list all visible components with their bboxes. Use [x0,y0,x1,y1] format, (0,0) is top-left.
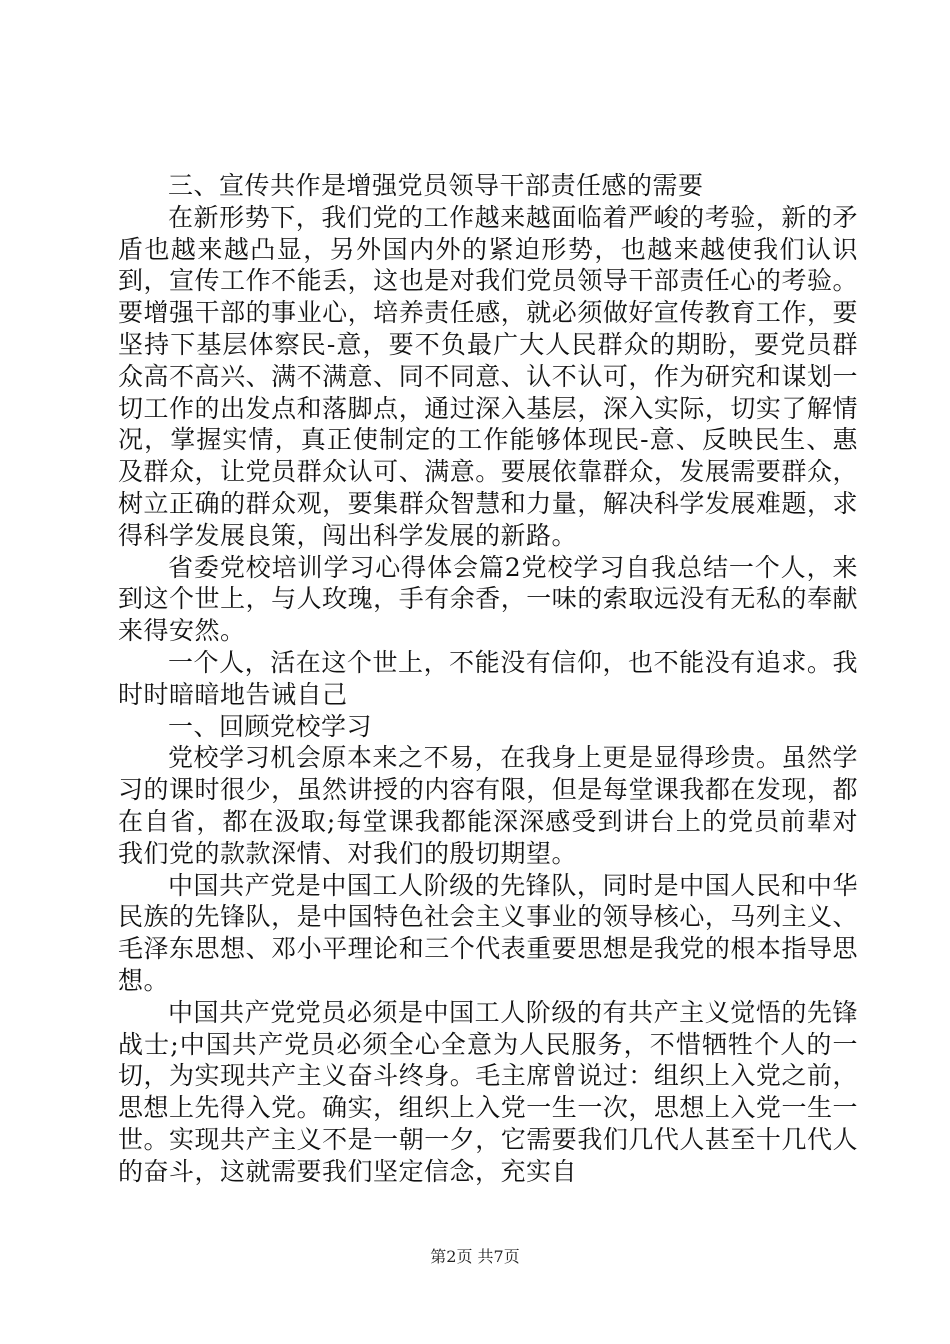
paragraph: 省委党校培训学习心得体会篇2党校学习自我总结一个人，来到这个世上，与人玫瑰，手有余香，一味的索取远没有无私的奉献来得安然。 [118,552,858,646]
section-heading-3: 三、宣传共作是增强党员领导干部责任感的需要 [168,171,704,200]
page-number-footer: 第2页 共7页 [430,1247,520,1266]
paragraph: 党校学习机会原本来之不易，在我身上更是显得珍贵。虽然学习的课时很少，虽然讲授的内容有限，但是每堂课我都在发现，都在自省，都在汲取;每堂课我都能深深感受到讲台上的党员前辈对我们党的款款深情、对我们的殷切期望。 [118,743,858,868]
section-heading-1: 一、回顾党校学习 [168,711,373,741]
paragraph: 中国共产党党员必须是中国工人阶级的有共产主义觉悟的先锋战士;中国共产党员必须全心全意为人民服务，不惜牺牲个人的一切，为实现共产主义奋斗终身。毛主席曾说过：组织上入党之前，思想上先得入党。确实，组织上入党一生一次，思想上入党一生一世。实现共产主义不是一朝一夕，它需要我们几代人甚至十几代人的奋斗，这就需要我们坚定信念，充实自 [118,997,858,1186]
document-body [118,170,858,1188]
paragraph: 中国共产党是中国工人阶级的先锋队，同时是中国人民和中华民族的先锋队，是中国特色社会主义事业的领导核心，马列主义、毛泽东思想、邓小平理论和三个代表重要思想是我党的根本指导思想。 [118,870,858,995]
paragraph: 在新形势下，我们党的工作越来越面临着严峻的考验，新的矛盾也越来越凸显，另外国内外的紧迫形势，也越来越使我们认识到，宣传工作不能丢，这也是对我们党员领导干部责任心的考验。要增强干部的事业心，培养责任感，就必须做好宣传教育工作，要坚持下基层体察民-意，要不负最广大人民群众的期盼，要党员群众高不高兴、满不满意、同不同意、认不认可，作为研究和谋划一切工作的出发点和落脚点，通过深入基层，深入实际，切实了解情况，掌握实情，真正使制定的工作能够体现民-意、反映民生、惠及群众，让党员群众认可、满意。要展依靠群众，发展需要群众，树立正确的群众观，要集群众智慧和力量，解决科学发展难题，求得科学发展良策，闯出科学发展的新路。 [118,202,858,550]
paragraph: 一个人，活在这个世上，不能没有信仰，也不能没有追求。我时时暗暗地告诫自己 [118,647,858,709]
